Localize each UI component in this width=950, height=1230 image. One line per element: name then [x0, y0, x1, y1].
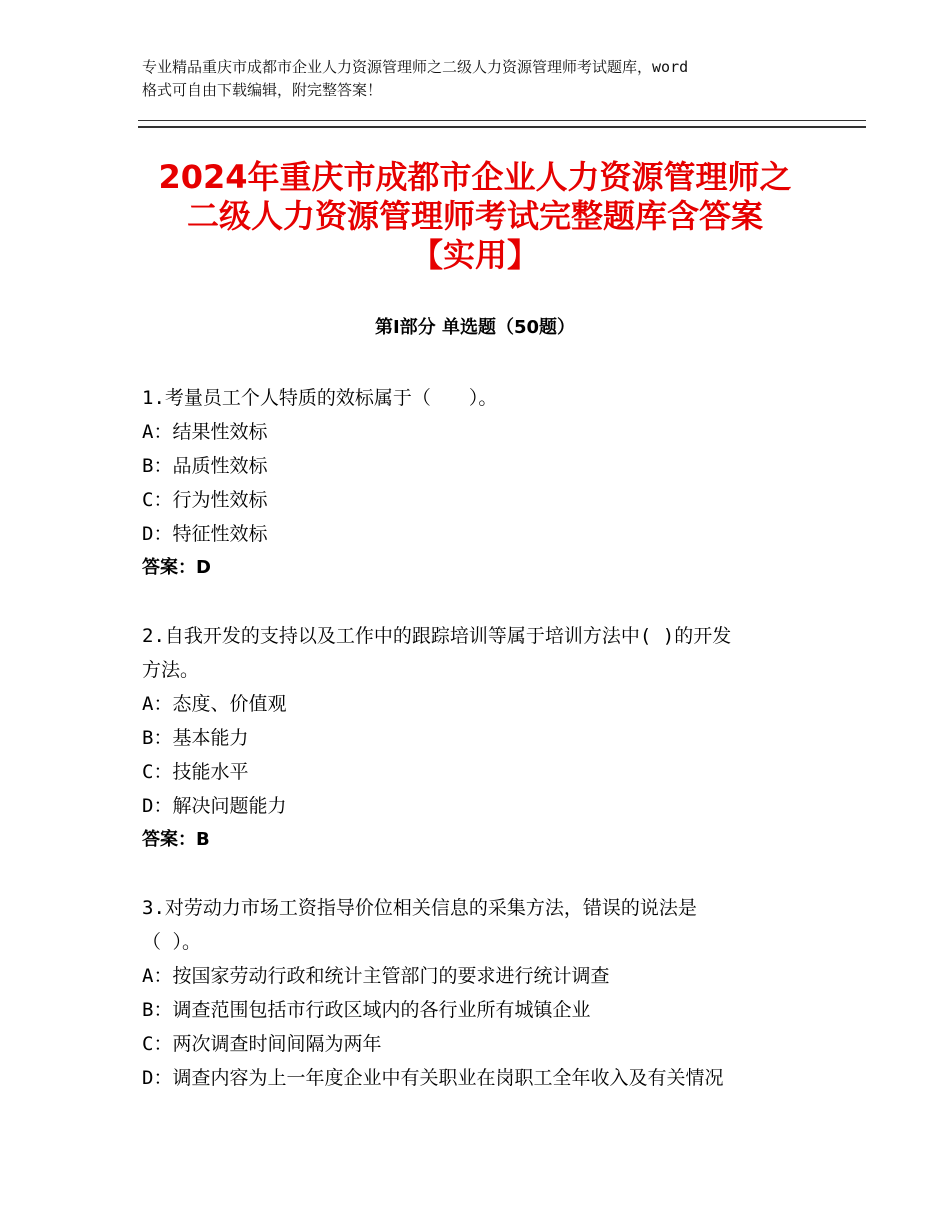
- option-c: C：行为性效标: [142, 489, 268, 511]
- title-line-1: 2024年重庆市成都市企业人力资源管理师之: [158, 158, 792, 196]
- option-a: A：态度、价值观: [142, 693, 287, 715]
- question-1: [142, 381, 822, 585]
- question-list: [142, 381, 822, 1129]
- option-c: C：两次调查时间间隔为两年: [142, 1033, 382, 1055]
- question-2: [142, 619, 822, 857]
- document-title: [100, 158, 850, 275]
- title-line-2: 二级人力资源管理师考试完整题库含答案: [186, 197, 763, 235]
- option-a: A：按国家劳动行政和统计主管部门的要求进行统计调查: [142, 965, 610, 987]
- header-line-2: 格式可自由下载编辑，附完整答案！: [142, 81, 383, 99]
- question-stem-continued: 方法。: [142, 659, 200, 681]
- option-d: D：解决问题能力: [142, 795, 287, 817]
- option-d: D：调查内容为上一年度企业中有关职业在岗职工全年收入及有关情况: [142, 1067, 724, 1089]
- answer: 答案：D: [142, 557, 211, 578]
- title-line-3: 【实用】: [410, 236, 539, 274]
- page-header: [142, 56, 842, 102]
- option-b: B：调查范围包括市行政区域内的各行业所有城镇企业: [142, 999, 591, 1021]
- option-b: B：基本能力: [142, 727, 249, 749]
- answer: 答案：B: [142, 829, 210, 850]
- header-line-1: 专业精品重庆市成都市企业人力资源管理师之二级人力资源管理师考试题库，word: [142, 58, 689, 76]
- option-d: D：特征性效标: [142, 523, 268, 545]
- question-stem-continued: （ ）。: [142, 931, 201, 953]
- question-stem: 2.自我开发的支持以及工作中的跟踪培训等属于培训方法中( )的开发: [142, 625, 732, 647]
- question-stem: 1.考量员工个人特质的效标属于（ ）。: [142, 387, 498, 409]
- option-a: A：结果性效标: [142, 421, 268, 443]
- option-c: C：技能水平: [142, 761, 249, 783]
- header-divider: [138, 120, 866, 128]
- option-b: B：品质性效标: [142, 455, 268, 477]
- section-title: 第Ⅰ部分 单选题（50题）: [374, 317, 575, 338]
- question-stem: 3.对劳动力市场工资指导价位相关信息的采集方法，错误的说法是: [142, 897, 697, 919]
- question-3: [142, 891, 822, 1095]
